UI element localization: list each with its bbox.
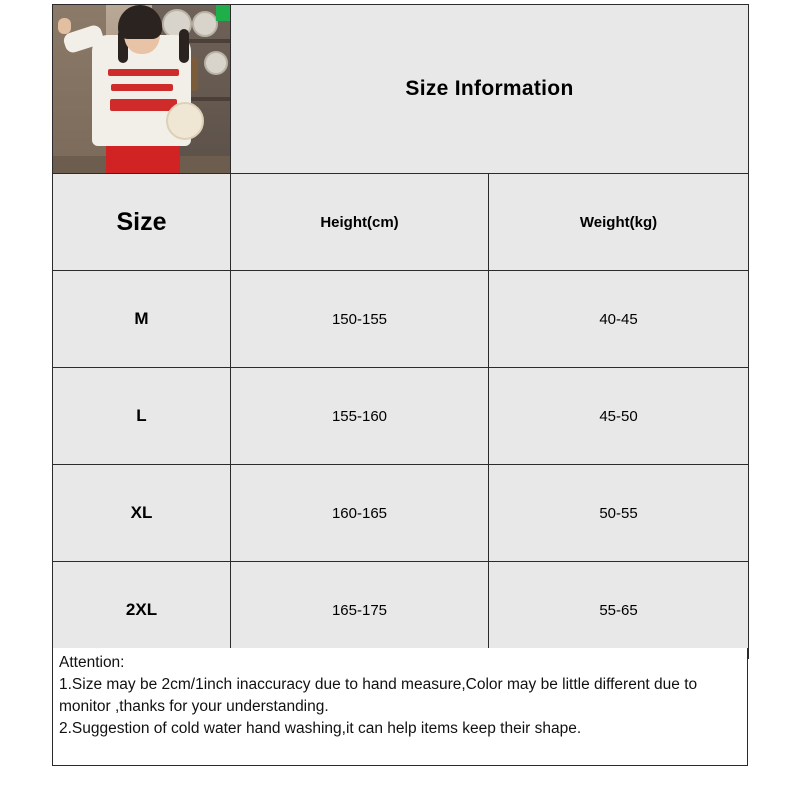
column-header-row [53, 174, 749, 271]
table-row [53, 368, 749, 465]
table-row [53, 465, 749, 562]
model-photo [53, 5, 231, 174]
cell-weight: 40-45 [489, 271, 749, 368]
cell-weight: 50-55 [489, 465, 749, 562]
cell-weight: 45-50 [489, 368, 749, 465]
cell-height: 150-155 [231, 271, 489, 368]
size-information-table [52, 4, 749, 659]
attention-line-1: 1.Size may be 2cm/1inch inaccuracy due to hand measure,Color may be little different due to monitor ,thanks for your understanding. [59, 676, 702, 715]
page-title: Size Information [231, 5, 749, 174]
attention-heading: Attention: [59, 654, 125, 671]
table-row [53, 562, 749, 659]
model-photo-illustration [53, 5, 230, 173]
attention-note [52, 648, 748, 766]
column-header-weight: Weight(kg) [489, 174, 749, 271]
attention-line-2: 2.Suggestion of cold water hand washing,it can help items keep their shape. [59, 720, 582, 737]
table-header-row [53, 5, 749, 174]
table-row [53, 271, 749, 368]
cell-height: 155-160 [231, 368, 489, 465]
column-header-height: Height(cm) [231, 174, 489, 271]
cell-size: M [53, 271, 231, 368]
cell-height: 165-175 [231, 562, 489, 659]
cell-size: L [53, 368, 231, 465]
cell-size: XL [53, 465, 231, 562]
cell-height: 160-165 [231, 465, 489, 562]
column-header-size: Size [53, 174, 231, 271]
cell-size: 2XL [53, 562, 231, 659]
cell-weight: 55-65 [489, 562, 749, 659]
